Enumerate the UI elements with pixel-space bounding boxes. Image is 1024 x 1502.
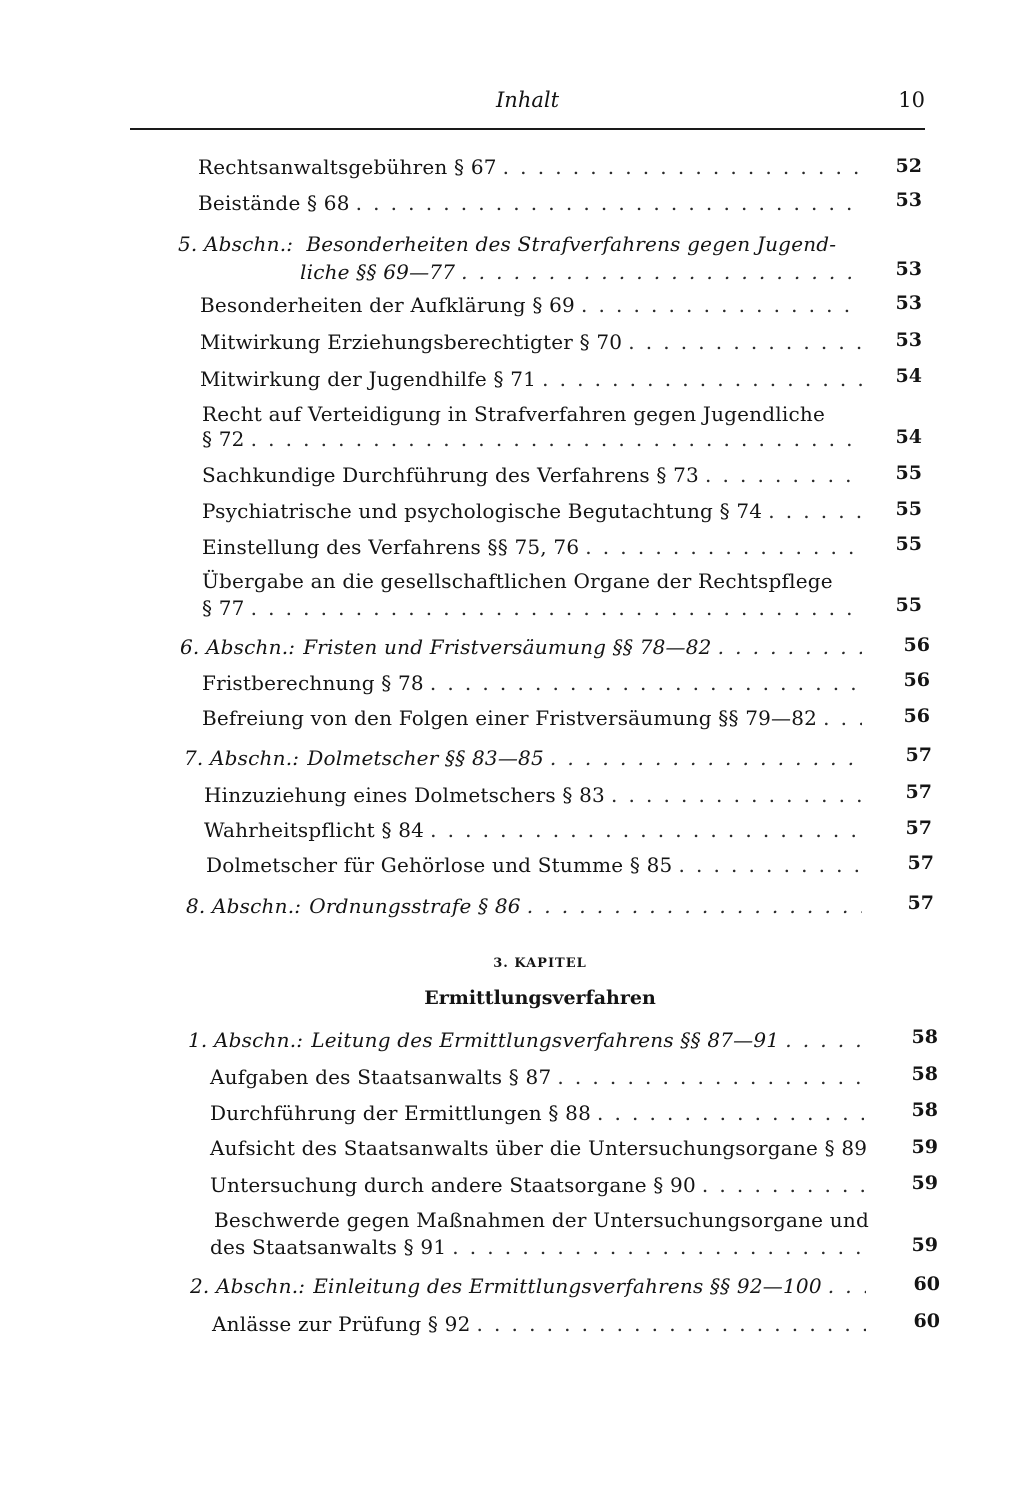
section-title: Dolmetscher §§ 83—85 xyxy=(307,746,544,770)
toc-entry xyxy=(210,1173,868,1197)
toc-entry xyxy=(202,427,866,451)
toc-entry-title: Psychiatrische und psychologische Begutachtung § 74 xyxy=(202,499,763,523)
toc-entry-page: 53 xyxy=(895,329,922,351)
toc-entry-title: Wahrheitspflicht § 84 xyxy=(204,818,425,842)
toc-entry-page: 58 xyxy=(911,1063,938,1085)
toc-entry xyxy=(202,535,866,559)
section-heading xyxy=(190,1274,870,1298)
header-rule xyxy=(130,128,925,130)
toc-entry-page: 55 xyxy=(895,498,922,520)
toc-entry-page: 57 xyxy=(905,781,932,803)
toc-entry xyxy=(202,671,866,695)
toc-entry-page: 59 xyxy=(911,1234,938,1256)
running-header xyxy=(130,88,925,118)
toc-entry xyxy=(200,293,866,317)
toc-entry xyxy=(200,330,866,354)
toc-entry xyxy=(202,706,866,730)
toc-entry-page: 56 xyxy=(903,705,930,727)
toc-entry-title: Durchführung der Ermittlungen § 88 xyxy=(210,1101,591,1125)
toc-entry-title: Aufgaben des Staatsanwalts § 87 xyxy=(210,1065,552,1089)
toc-entry-title: des Staatsanwalts § 91 xyxy=(210,1235,447,1259)
toc-entry-page: 57 xyxy=(907,852,934,874)
toc-entry-page: 58 xyxy=(911,1026,938,1048)
toc-entry xyxy=(204,818,866,842)
toc-entry-page: 52 xyxy=(895,155,922,177)
toc-entry-page: 54 xyxy=(895,365,922,387)
toc-entry-page: 58 xyxy=(911,1099,938,1121)
toc-entry-page: 53 xyxy=(895,292,922,314)
toc-entry-page: 57 xyxy=(907,892,934,914)
toc-entry-title: § 77 xyxy=(202,596,245,620)
toc-entry-title: § 72 xyxy=(202,427,245,451)
toc-entry xyxy=(210,1065,868,1089)
toc-entry xyxy=(210,1235,868,1259)
section-heading xyxy=(178,232,836,256)
toc-entry-page: 54 xyxy=(895,426,922,448)
toc-entry-title: Hinzuziehung eines Dolmetschers § 83 xyxy=(204,783,605,807)
toc-entry-page: 53 xyxy=(895,258,922,280)
toc-entry-title: Sachkundige Durchführung des Verfahrens § 73 xyxy=(202,463,699,487)
toc-entry xyxy=(202,499,866,523)
toc-entry-title: Befreiung von den Folgen einer Fristversäumung §§ 79—82 xyxy=(202,706,818,730)
toc-entry-page: 60 xyxy=(913,1273,940,1295)
toc-entry xyxy=(202,596,866,620)
toc-entry-line1: Beschwerde gegen Maßnahmen der Untersuchungsorgane und xyxy=(214,1208,869,1232)
toc-entry xyxy=(206,853,866,877)
chapter-label: 3. KAPITEL xyxy=(493,956,587,971)
section-prefix: 5. Abschn.: xyxy=(178,232,294,256)
toc-entry-page: 60 xyxy=(913,1310,940,1332)
section-title-line1: Besonderheiten des Strafverfahrens gegen Jugend- xyxy=(306,232,837,256)
section-prefix: 8. Abschn.: xyxy=(186,894,302,918)
running-title: Inhalt xyxy=(496,88,560,112)
toc-entry-page: 59 xyxy=(911,1136,938,1158)
toc-entry-line1: Recht auf Verteidigung in Strafverfahren gegen Jugendliche xyxy=(202,402,825,426)
toc-entry xyxy=(198,155,866,179)
toc-entry-title: Mitwirkung Erziehungsberechtigter § 70 xyxy=(200,330,623,354)
toc-entry-title: Untersuchung durch andere Staatsorgane § 90 xyxy=(210,1173,696,1197)
toc-entry-title: Einstellung des Verfahrens §§ 75, 76 xyxy=(202,535,580,559)
toc-entry-title: Besonderheiten der Aufklärung § 69 xyxy=(200,293,575,317)
toc-entry-title: Fristberechnung § 78 xyxy=(202,671,424,695)
toc-entry-title: Aufsicht des Staatsanwalts über die Untersuchungsorgane § 89 xyxy=(210,1136,868,1160)
section-heading xyxy=(184,746,866,770)
section-title: Einleitung des Ermittlungsverfahrens §§ 92—100 xyxy=(313,1274,822,1298)
toc-entry-line1: Übergabe an die gesellschaftlichen Organe der Rechtspflege xyxy=(202,569,833,593)
toc-entry-title: Mitwirkung der Jugendhilfe § 71 xyxy=(200,367,537,391)
section-heading xyxy=(186,894,866,918)
section-title: Leitung des Ermittlungsverfahrens §§ 87—91 xyxy=(311,1028,780,1052)
toc-entry-page: 56 xyxy=(903,634,930,656)
section-title: Fristen und Fristversäumung §§ 78—82 xyxy=(303,635,712,659)
toc-entry xyxy=(202,463,866,487)
section-heading xyxy=(180,635,866,659)
toc-entry-title: Beistände § 68 xyxy=(198,191,350,215)
toc-entry-page: 53 xyxy=(895,189,922,211)
section-heading-line2 xyxy=(300,260,866,284)
toc-entry-title: Rechtsanwaltsgebühren § 67 xyxy=(198,155,497,179)
toc-entry-page: 59 xyxy=(911,1172,938,1194)
toc-entry-page: 55 xyxy=(895,533,922,555)
toc-entry xyxy=(212,1312,870,1336)
toc-entry-page: 55 xyxy=(895,462,922,484)
section-prefix: 6. Abschn.: xyxy=(180,635,296,659)
toc-entry-page: 57 xyxy=(905,817,932,839)
section-heading xyxy=(188,1028,868,1052)
section-prefix: 7. Abschn.: xyxy=(184,746,300,770)
toc-entry xyxy=(210,1101,868,1125)
section-title-line2: liche §§ 69—77 xyxy=(300,260,456,284)
section-title: Ordnungsstrafe § 86 xyxy=(309,894,521,918)
toc-entry-page: 55 xyxy=(895,594,922,616)
toc-entry-page: 57 xyxy=(905,744,932,766)
toc-entry-title: Anlässe zur Prüfung § 92 xyxy=(212,1312,471,1336)
chapter-title: Ermittlungsverfahren xyxy=(424,987,656,1009)
toc-entry xyxy=(198,191,866,215)
section-prefix: 2. Abschn.: xyxy=(190,1274,306,1298)
toc-entry xyxy=(200,367,866,391)
toc-entry xyxy=(204,783,866,807)
toc-entry-page: 56 xyxy=(903,669,930,691)
section-prefix: 1. Abschn.: xyxy=(188,1028,304,1052)
toc-entry xyxy=(210,1136,867,1160)
toc-entry-title: Dolmetscher für Gehörlose und Stumme § 85 xyxy=(206,853,673,877)
page-number: 10 xyxy=(898,88,925,112)
